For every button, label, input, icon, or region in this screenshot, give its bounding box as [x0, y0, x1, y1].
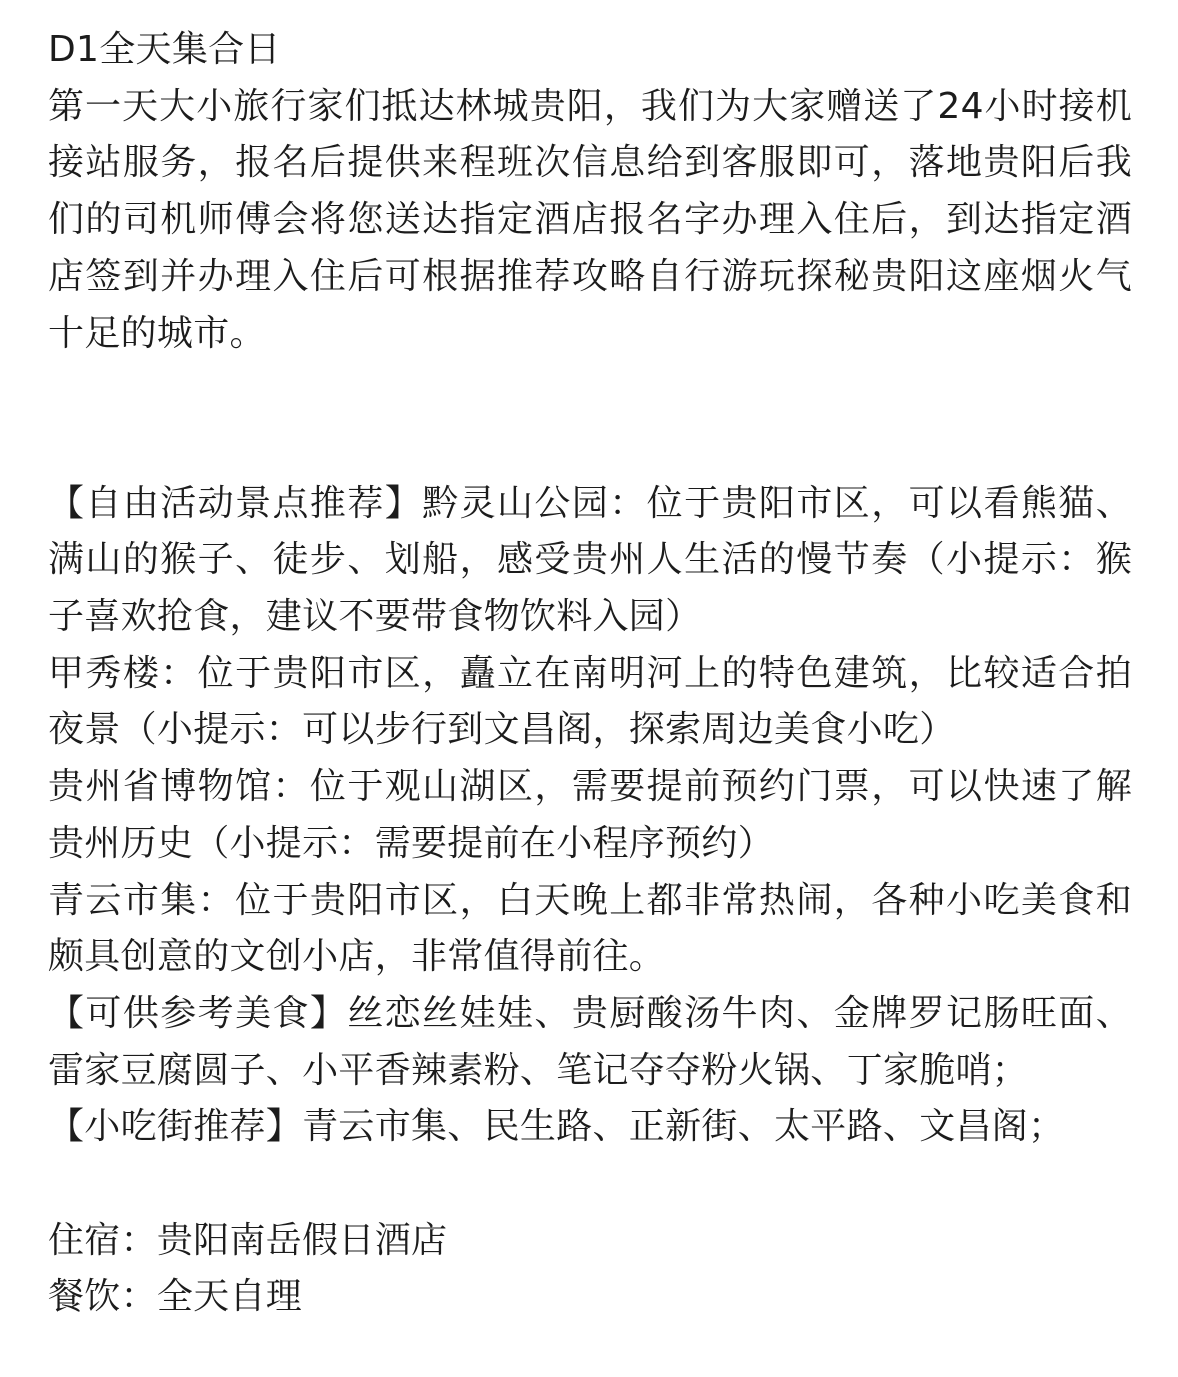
attraction-qingyun-market: 青云市集：位于贵阳市区，白天晚上都非常热闹，各种小吃美食和颇具创意的文创小店，非常值得前往。	[48, 879, 1132, 978]
meals-info: 餐饮：全天自理	[48, 1276, 303, 1318]
itinerary-document	[48, 22, 1132, 1326]
food-recommendation-section: 【可供参考美食】丝恋丝娃娃、贵厨酸汤牛肉、金牌罗记肠旺面、雷家豆腐圆子、小平香辣素粉、笔记夺夺粉火锅、丁家脆哨；	[48, 992, 1132, 1091]
snack-street-section: 【小吃街推荐】青云市集、民生路、正新街、太平路、文昌阁；	[48, 1106, 1065, 1148]
day-title: D1全天集合日	[48, 29, 281, 70]
attraction-provincial-museum: 贵州省博物馆：位于观山湖区，需要提前预约门票，可以快速了解贵州历史（小提示：需要提前在小程序预约）	[48, 766, 1132, 864]
day-intro-paragraph: 第一天大小旅行家们抵达林城贵阳，我们为大家赠送了24小时接机接站服务，报名后提供来程班次信息给到客服即可，落地贵阳后我们的司机师傅会将您送达指定酒店报名字办理入住后，到达指定酒店签到并办理入住后可根据推荐攻略自行游玩探秘贵阳这座烟火气十足的城市。	[48, 85, 1132, 354]
lodging-info: 住宿：贵阳南岳假日酒店	[48, 1219, 448, 1261]
attraction-jiaxiu-tower: 甲秀楼：位于贵阳市区，矗立在南明河上的特色建筑，比较适合拍夜景（小提示：可以步行到文昌阁，探索周边美食小吃）	[48, 652, 1132, 751]
spacer	[48, 1156, 1132, 1213]
spacer	[48, 362, 1132, 419]
free-activity-section: 【自由活动景点推荐】黔灵山公园：位于贵阳市区，可以看熊猫、满山的猴子、徒步、划船，感受贵州人生活的慢节奏（小提示：猴子喜欢抢食，建议不要带食物饮料入园）	[48, 482, 1132, 637]
spacer	[48, 419, 1132, 476]
